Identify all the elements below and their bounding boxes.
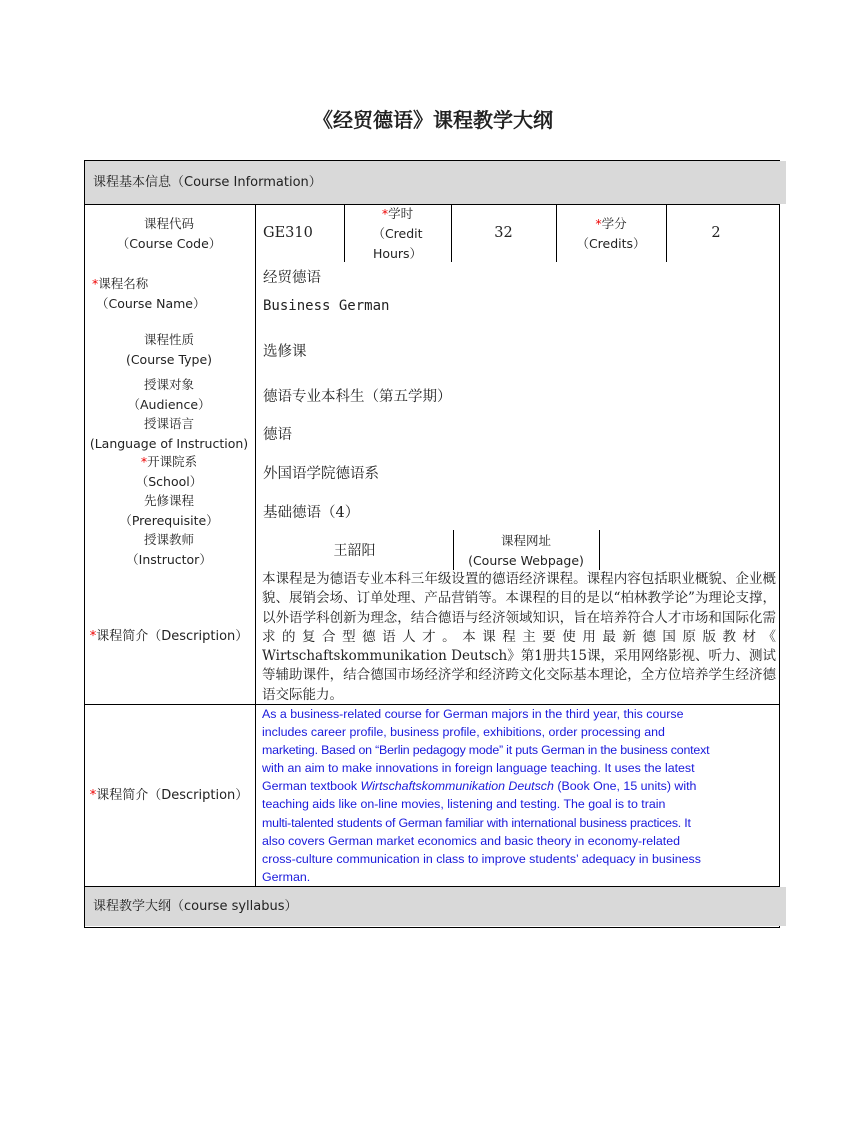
audience-label: 授课对象 （Audience） bbox=[127, 377, 211, 412]
section-course-information: 课程基本信息（Course Information） bbox=[85, 161, 786, 204]
description-en-label: *课程简介（Description） bbox=[89, 788, 249, 803]
course-webpage-label: 课程网址 (Course Webpage) bbox=[468, 533, 584, 568]
credits-value: 2 bbox=[711, 225, 721, 241]
description-cn-text: 本课程是为德语专业本科三年级设置的德语经济课程。课程内容包括职业概貌、企业概貌、展销会场、订单处理、产品营销等。本课程的目的是以“柏林教学论”为理论支撑，以外语学科创新为理念，结合德语与经济领域知识，旨在培养符合人才市场和国际化需求的复合型德语人才。本课程主要使用最新德国原版教材《 Wirtschaftskommunikation Deutsch》第1册共15课，采用网络影视、听力、测试等辅助课件，结合德国市场经济学和经济跨文化交际基本理论，全方位培养学生经济德语交际能力。 bbox=[262, 571, 777, 703]
school-value: 外国语学院德语系 bbox=[263, 466, 379, 482]
language-value: 德语 bbox=[263, 427, 292, 443]
course-name-cn: 经贸德语 bbox=[263, 270, 321, 286]
language-label: 授课语言 (Language of Instruction) bbox=[89, 416, 249, 451]
course-type-value: 选修课 bbox=[263, 344, 307, 360]
description-en-text: As a business-related course for German majors in the third year, this course includes career profile, business profile, exhibitions, order processing and marketing. Based on “Berlin pedagogy mode” it puts German in the business context with an aim to make innovations in foreign language teaching. It uses the latest German textbook Wirtschaftskommunikation Deutsch (Book One, 15 units) with teaching aids like on-line movies, listening and testing. The goal is to train multi-talented students of German familiar with international business practices. It also covers German market economics and basic theory in economy-related cross-culture communication in class to improve students’ adequacy in business German. bbox=[262, 707, 710, 884]
credit-hours-value: 32 bbox=[494, 225, 513, 241]
course-webpage-value bbox=[600, 530, 770, 570]
instructor-label: 授课教师 （Instructor） bbox=[126, 532, 212, 567]
audience-value: 德语专业本科生（第五学期） bbox=[263, 389, 452, 405]
course-name-en: Business German bbox=[263, 298, 390, 314]
credit-hours-label: *学时 （Credit Hours） bbox=[372, 206, 423, 261]
course-type-label: 课程性质 (Course Type) bbox=[125, 332, 213, 367]
prerequisite-label: 先修课程 （Prerequisite） bbox=[119, 493, 219, 528]
course-code-value: GE310 bbox=[263, 225, 313, 241]
course-name-label: *课程名称 （Course Name） bbox=[92, 276, 206, 311]
instructor-value: 王韶阳 bbox=[333, 543, 376, 559]
document-title: 《经贸德语》课程教学大纲 bbox=[313, 108, 553, 132]
school-label: *开课院系 （School） bbox=[135, 454, 203, 489]
description-cn-label: *课程简介（Description） bbox=[89, 629, 249, 644]
prerequisite-value: 基础德语（4） bbox=[263, 505, 360, 521]
section-course-syllabus: 课程教学大纲（course syllabus） bbox=[85, 887, 786, 926]
course-code-label: 课程代码 （Course Code） bbox=[116, 216, 222, 251]
credits-label: *学分 （Credits） bbox=[576, 216, 646, 251]
